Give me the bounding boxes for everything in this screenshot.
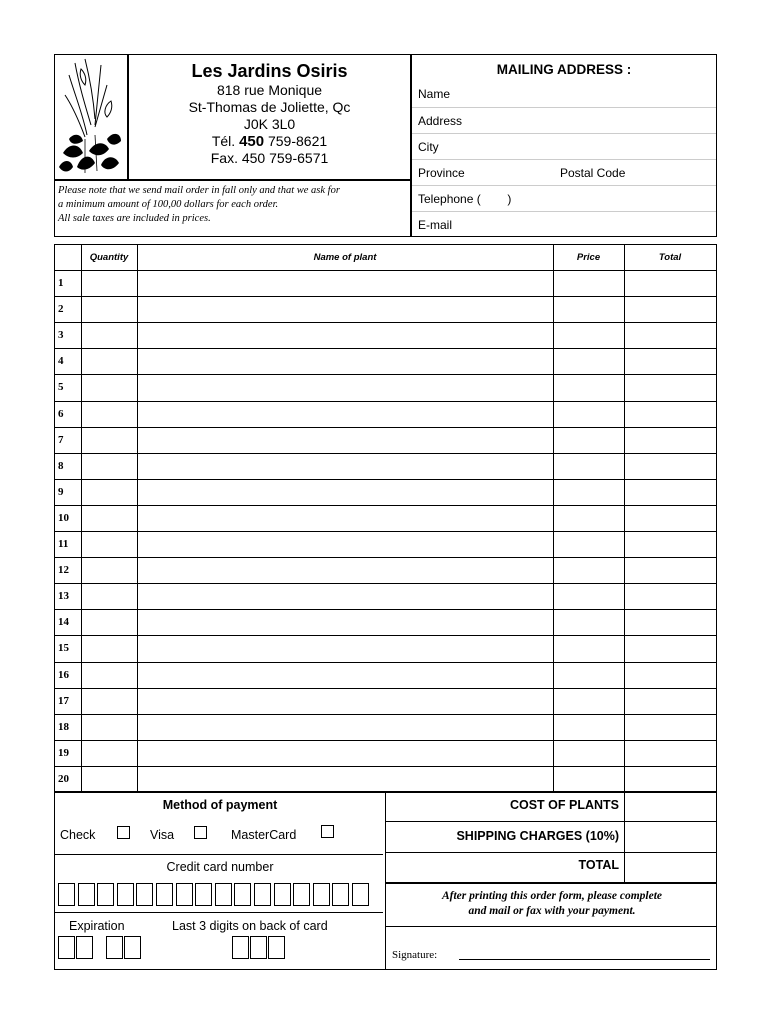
address-field[interactable]: [412, 107, 716, 133]
table-row[interactable]: [55, 296, 716, 322]
table-row[interactable]: [55, 505, 716, 531]
table-row[interactable]: [55, 688, 716, 714]
expiration-digit-box[interactable]: [76, 936, 93, 959]
table-row[interactable]: [55, 609, 716, 635]
postal-code-label: Postal Code: [560, 166, 626, 180]
row-number: 3: [58, 329, 64, 342]
credit-card-digit-box[interactable]: [78, 883, 95, 906]
row-number: 13: [58, 590, 69, 603]
telephone-field[interactable]: [412, 185, 716, 211]
instructions-line: After printing this order form, please complete: [441, 890, 663, 902]
check-checkbox[interactable]: [117, 826, 130, 839]
table-row[interactable]: [55, 348, 716, 374]
mailing-address-section: [411, 54, 717, 237]
row-number: 12: [58, 564, 69, 577]
credit-card-digit-box[interactable]: [274, 883, 291, 906]
total-value[interactable]: [625, 853, 716, 882]
table-row[interactable]: [55, 740, 716, 766]
telephone-label: Telephone ( ): [418, 192, 512, 206]
price-header: Price: [576, 252, 601, 263]
signature-line[interactable]: [459, 959, 710, 960]
last3-label: Last 3 digits on back of card: [172, 919, 328, 933]
note-line: a minimum amount of 100,00 dollars for each order.: [58, 199, 279, 210]
row-number: 6: [58, 407, 64, 420]
check-label: Check: [60, 828, 96, 842]
table-row[interactable]: [55, 662, 716, 688]
name-field[interactable]: [412, 81, 716, 107]
total-header: Total: [658, 252, 682, 263]
shipping-value[interactable]: [625, 822, 716, 852]
row-number: 20: [58, 772, 69, 785]
instructions-line: and mail or fax with your payment.: [468, 905, 636, 917]
table-row[interactable]: [55, 322, 716, 348]
city-field[interactable]: [412, 133, 716, 159]
payment-section: [54, 792, 717, 970]
visa-checkbox[interactable]: [194, 826, 207, 839]
cost-of-plants-label: COST OF PLANTS: [509, 798, 619, 812]
row-number: 18: [58, 720, 69, 733]
email-label: E-mail: [418, 218, 453, 232]
credit-card-digit-box[interactable]: [156, 883, 173, 906]
table-row[interactable]: [55, 479, 716, 505]
credit-card-digit-box[interactable]: [254, 883, 271, 906]
plant-name-header: Name of plant: [313, 252, 377, 263]
credit-card-digit-box[interactable]: [58, 883, 75, 906]
expiration-digit-box[interactable]: [124, 936, 141, 959]
credit-card-digit-box[interactable]: [332, 883, 349, 906]
table-row[interactable]: [55, 374, 716, 400]
company-logo: [54, 54, 128, 180]
mailing-title: MAILING ADDRESS :: [496, 62, 632, 77]
company-name: Les Jardins Osiris: [191, 61, 348, 81]
row-number: 19: [58, 746, 69, 759]
cost-of-plants-value[interactable]: [625, 793, 716, 821]
name-label: Name: [418, 87, 451, 101]
mastercard-label: MasterCard: [231, 828, 297, 842]
row-number: 10: [58, 511, 69, 524]
table-row[interactable]: [55, 401, 716, 427]
expiration-label: Expiration: [69, 919, 125, 933]
row-number: 2: [58, 303, 64, 316]
table-row[interactable]: [55, 635, 716, 661]
credit-card-digit-box[interactable]: [136, 883, 153, 906]
cvv-digit-box[interactable]: [250, 936, 267, 959]
row-number: 15: [58, 642, 69, 655]
instructions: [386, 889, 718, 919]
row-number: 11: [58, 538, 69, 550]
row-number: 16: [58, 668, 69, 681]
credit-card-digit-box[interactable]: [176, 883, 193, 906]
credit-card-digit-box[interactable]: [97, 883, 114, 906]
table-row[interactable]: [55, 453, 716, 479]
table-row[interactable]: [55, 766, 716, 792]
row-number: 14: [58, 616, 69, 629]
order-table: [54, 244, 717, 792]
address-label: Address: [418, 114, 463, 128]
credit-card-digit-box[interactable]: [215, 883, 232, 906]
row-number: 17: [58, 694, 69, 707]
row-number: 1: [58, 277, 64, 289]
table-row[interactable]: [55, 583, 716, 609]
cvv-digit-box[interactable]: [268, 936, 285, 959]
plant-illustration-icon: [55, 55, 127, 179]
expiration-digit-box[interactable]: [58, 936, 75, 959]
expiration-digit-box[interactable]: [106, 936, 123, 959]
credit-card-digit-box[interactable]: [293, 883, 310, 906]
company-fax: Fax. 450 759-6571: [210, 150, 329, 166]
province-field[interactable]: [412, 159, 716, 185]
note-line: All sale taxes are included in prices.: [58, 213, 211, 224]
total-label: TOTAL: [578, 858, 619, 872]
company-city: St-Thomas de Joliette, Qc: [188, 99, 351, 115]
city-label: City: [418, 140, 439, 154]
province-label: Province: [418, 166, 465, 180]
quantity-header: Quantity: [89, 252, 129, 263]
shipping-label: SHIPPING CHARGES (10%): [456, 829, 619, 843]
credit-card-digit-box[interactable]: [117, 883, 134, 906]
company-postal: J0K 3L0: [243, 116, 296, 132]
credit-card-digit-box[interactable]: [313, 883, 330, 906]
email-field[interactable]: [412, 211, 716, 237]
credit-card-digit-box[interactable]: [195, 883, 212, 906]
note-line: Please note that we send mail order in fall only and that we ask for: [58, 185, 340, 196]
table-row[interactable]: [55, 427, 716, 453]
row-number: 5: [58, 381, 64, 394]
table-row[interactable]: [55, 557, 716, 583]
signature-label: Signature:: [392, 949, 438, 961]
table-row[interactable]: [55, 270, 716, 296]
credit-card-digit-box[interactable]: [352, 883, 369, 906]
credit-card-title: Credit card number: [166, 860, 274, 874]
table-row[interactable]: [55, 531, 716, 557]
company-street: 818 rue Monique: [216, 82, 323, 98]
company-telephone: Tél. 450 759-8621: [211, 133, 328, 150]
order-note: [54, 180, 411, 237]
row-number: 8: [58, 459, 64, 472]
table-row[interactable]: [55, 714, 716, 740]
method-of-payment-title: Method of payment: [162, 798, 278, 812]
row-number: 4: [58, 355, 64, 368]
company-info: [128, 54, 411, 180]
row-number: 7: [58, 433, 64, 446]
cvv-digit-box[interactable]: [232, 936, 249, 959]
credit-card-digit-box[interactable]: [234, 883, 251, 906]
mastercard-checkbox[interactable]: [321, 825, 334, 838]
visa-label: Visa: [150, 828, 175, 842]
row-number: 9: [58, 485, 64, 498]
